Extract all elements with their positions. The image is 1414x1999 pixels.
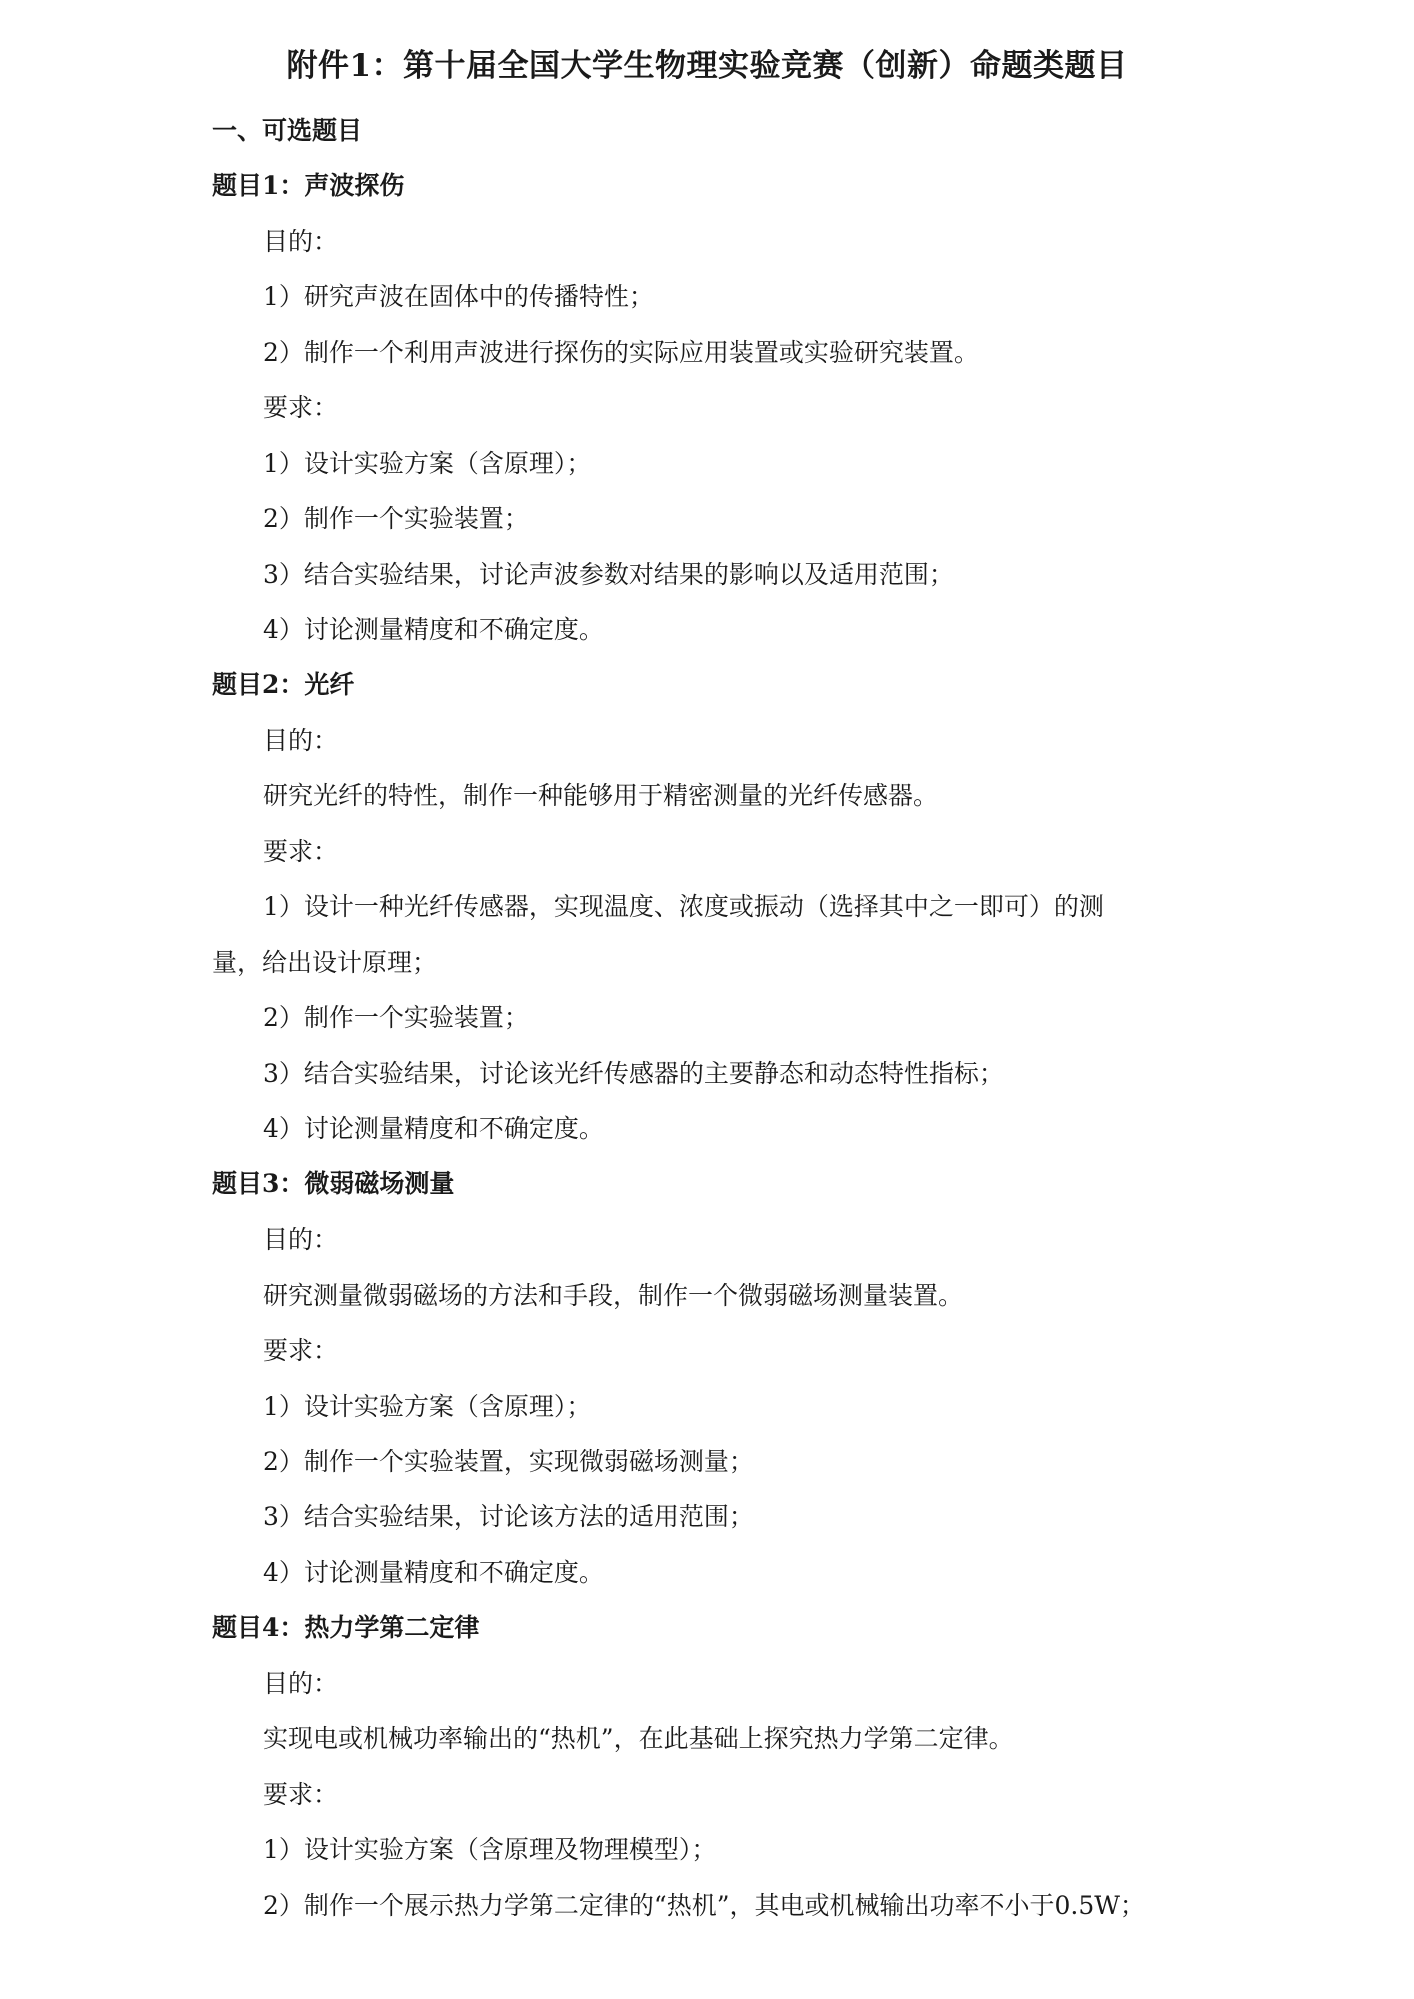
topic-2-requirement-item: 1）设计一种光纤传感器，实现温度、浓度或振动（选择其中之一即可）的测 (263, 892, 1104, 921)
topic-1-requirement-item: 4）讨论测量精度和不确定度。 (263, 615, 604, 644)
topic-2-requirements-label: 要求： (263, 837, 339, 866)
topic-2-heading: 题目2：光纤 (212, 670, 355, 699)
topic-4-purpose-item: 实现电或机械功率输出的“热机”，在此基础上探究热力学第二定律。 (263, 1724, 1014, 1753)
topic-3-requirement-item: 1）设计实验方案（含原理）； (263, 1392, 592, 1421)
topic-4-requirements-label: 要求： (263, 1780, 339, 1809)
topic-1-heading: 题目1：声波探伤 (212, 171, 405, 200)
topic-1-requirement-item: 2）制作一个实验装置； (263, 504, 529, 533)
topic-3-purpose-item: 研究测量微弱磁场的方法和手段，制作一个微弱磁场测量装置。 (263, 1281, 964, 1310)
topic-2-purpose-item: 研究光纤的特性，制作一种能够用于精密测量的光纤传感器。 (263, 781, 939, 810)
topic-3-requirement-item: 2）制作一个实验装置，实现微弱磁场测量； (263, 1447, 754, 1476)
topic-1-purpose-item: 2）制作一个利用声波进行探伤的实际应用装置或实验研究装置。 (263, 338, 979, 367)
topic-4-purpose-label: 目的： (263, 1669, 339, 1698)
topic-3-requirement-item: 3）结合实验结果，讨论该方法的适用范围； (263, 1502, 754, 1531)
topic-2-requirement-item: 2）制作一个实验装置； (263, 1003, 529, 1032)
document-title: 附件1：第十届全国大学生物理实验竞赛（创新）命题类题目 (286, 48, 1128, 84)
section-heading: 一、可选题目 (212, 116, 363, 145)
topic-3-purpose-label: 目的： (263, 1225, 339, 1254)
topic-1-purpose-item: 1）研究声波在固体中的传播特性； (263, 282, 654, 311)
topic-2-requirement-continuation: 量，给出设计原理； (212, 948, 438, 977)
topic-2-requirement-item: 3）结合实验结果，讨论该光纤传感器的主要静态和动态特性指标； (263, 1059, 1004, 1088)
topic-2-purpose-label: 目的： (263, 726, 339, 755)
topic-4-heading: 题目4：热力学第二定律 (212, 1613, 480, 1642)
topic-1-requirement-item: 3）结合实验结果，讨论声波参数对结果的影响以及适用范围； (263, 560, 954, 589)
topic-1-requirements-label: 要求： (263, 393, 339, 422)
topic-4-requirement-item: 2）制作一个展示热力学第二定律的“热机”，其电或机械输出功率不小于0.5W； (263, 1891, 1145, 1920)
topic-2-requirement-item: 4）讨论测量精度和不确定度。 (263, 1114, 604, 1143)
topic-1-purpose-label: 目的： (263, 227, 339, 256)
topic-1-requirement-item: 1）设计实验方案（含原理）； (263, 449, 592, 478)
topic-3-heading: 题目3：微弱磁场测量 (212, 1169, 455, 1198)
topic-3-requirements-label: 要求： (263, 1336, 339, 1365)
topic-3-requirement-item: 4）讨论测量精度和不确定度。 (263, 1558, 604, 1587)
topic-4-requirement-item: 1）设计实验方案（含原理及物理模型）； (263, 1835, 717, 1864)
